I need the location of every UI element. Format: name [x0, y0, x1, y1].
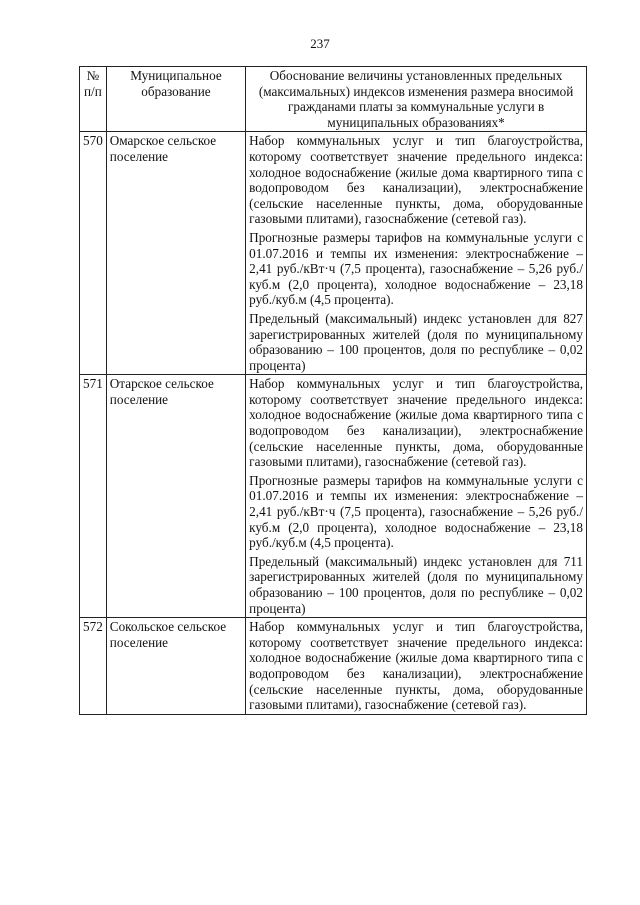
- row-number: 571: [80, 375, 107, 618]
- tariffs-paragraph: Прогнозные размеры тарифов на коммунальные услуги с 01.07.2016 и темпы их изменения: электроснабжение – 2,41 руб./кВт·ч (7,5 процента), газоснабжение – 5,26 руб./куб.м (2,0 процента), холодное водоснабжение – 23,18 руб./куб.м (4,5 процента).: [249, 229, 583, 308]
- header-municipality: Муниципальное образование: [106, 67, 245, 132]
- services-paragraph: Набор коммунальных услуг и тип благоустройства, которому соответствует значение предельного индекса: холодное водоснабжение (жилые дома квартирного типа с водопроводом без канализации), электроснабжение (сельские населенные пункты, дома, оборудованные газовыми плитами), газоснабжение (сетевой газ).: [249, 376, 583, 470]
- page-number: 237: [310, 36, 330, 51]
- tariffs-paragraph: Прогнозные размеры тарифов на коммунальные услуги с 01.07.2016 и темпы их изменения: электроснабжение – 2,41 руб./кВт·ч (7,5 процента), газоснабжение – 5,26 руб./куб.м (2,0 процента), холодное водоснабжение – 23,18 руб./куб.м (4,5 процента).: [249, 472, 583, 551]
- table-row: [80, 375, 587, 618]
- header-num: № п/п: [80, 67, 107, 132]
- services-paragraph: Набор коммунальных услуг и тип благоустройства, которому соответствует значение предельного индекса: холодное водоснабжение (жилые дома квартирного типа с водопроводом без канализации), электроснабжение (сельские населенные пункты, дома, оборудованные газовыми плитами), газоснабжение (сетевой газ).: [249, 133, 583, 227]
- residents-paragraph: Предельный (максимальный) индекс установлен для 827 зарегистрированных жителей (доля по муниципальному образованию – 100 процентов, доля по республике – 0,02 процента): [249, 310, 583, 373]
- row-number: 570: [80, 132, 107, 375]
- tariff-index-table: [79, 66, 587, 715]
- municipality-name: Омарское сельское поселение: [106, 132, 245, 375]
- basis-cell: [246, 132, 587, 375]
- basis-cell: [246, 618, 587, 715]
- row-number: 572: [80, 618, 107, 715]
- municipality-name: Отарское сельское поселение: [106, 375, 245, 618]
- table-header-row: [80, 67, 587, 132]
- basis-cell: [246, 375, 587, 618]
- residents-paragraph: Предельный (максимальный) индекс установлен для 711 зарегистрированных жителей (доля по муниципальному образованию – 100 процентов, доля по республике – 0,02 процента): [249, 553, 583, 616]
- municipality-name: Сокольское сельское поселение: [106, 618, 245, 715]
- header-basis: Обоснование величины установленных предельных (максимальных) индексов изменения размера вносимой гражданами платы за коммунальные услуги в муниципальных образованиях*: [246, 67, 587, 132]
- table-row: [80, 132, 587, 375]
- services-paragraph: Набор коммунальных услуг и тип благоустройства, которому соответствует значение предельного индекса: холодное водоснабжение (жилые дома квартирного типа с водопроводом без канализации), электроснабжение (сельские населенные пункты, дома, оборудованные газовыми плитами), газоснабжение (сетевой газ).: [249, 619, 583, 713]
- table-row: [80, 618, 587, 715]
